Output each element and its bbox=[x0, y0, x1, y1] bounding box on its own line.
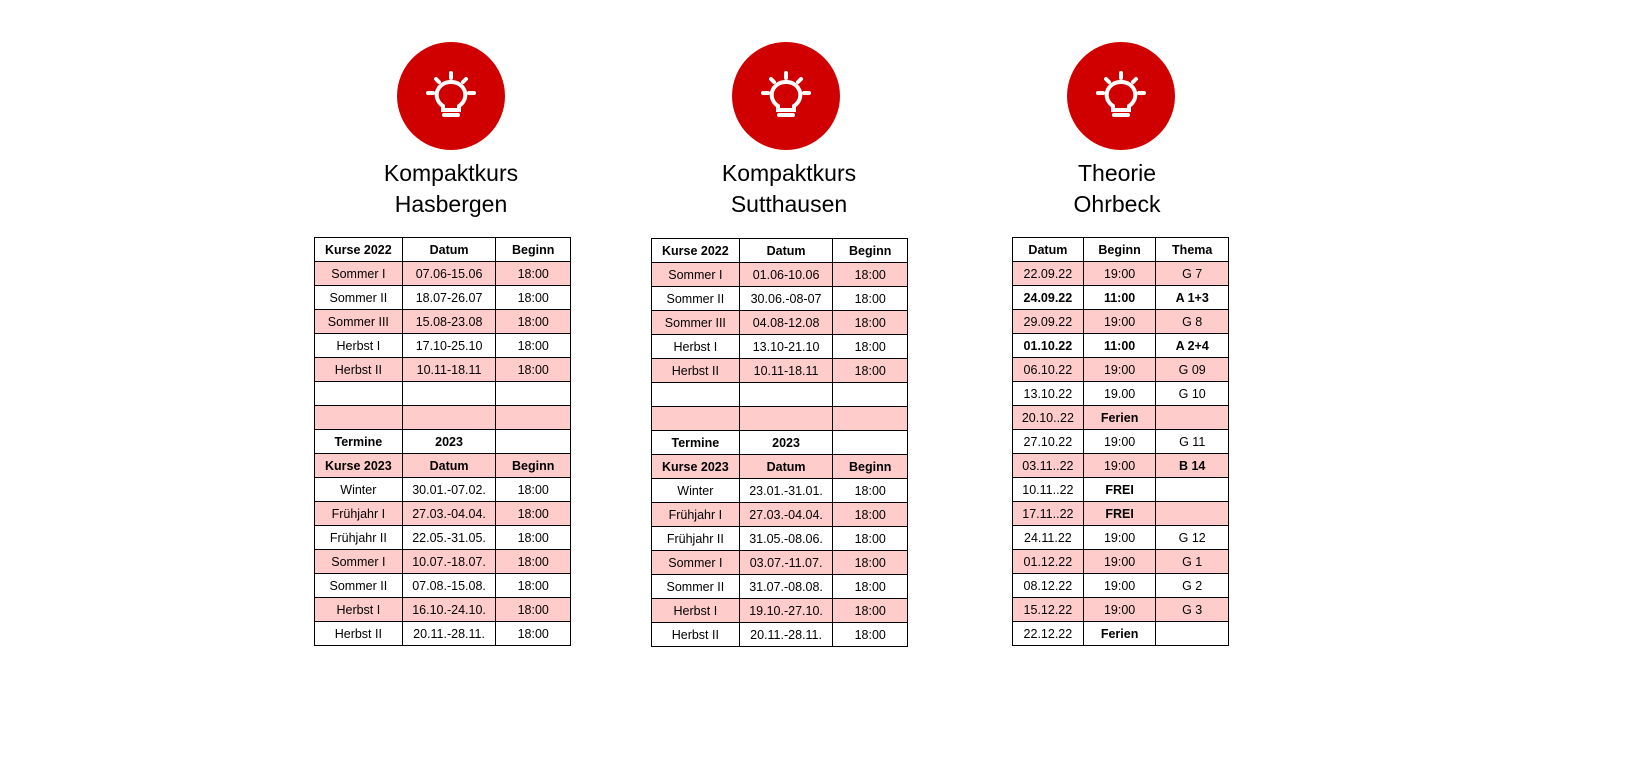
table-cell: 18:00 bbox=[496, 526, 571, 550]
table-cell: 07.08.-15.08. bbox=[402, 574, 496, 598]
table-cell: 18:00 bbox=[496, 502, 571, 526]
table-cell: Sommer II bbox=[315, 286, 403, 310]
table-row bbox=[315, 454, 571, 478]
table-header-row bbox=[652, 239, 908, 263]
table-cell: Datum bbox=[402, 454, 496, 478]
table-cell bbox=[833, 383, 908, 407]
table-cell: 18:00 bbox=[496, 310, 571, 334]
table-cell: 30.06.-08-07 bbox=[739, 287, 833, 311]
table-cell: 20.11.-28.11. bbox=[739, 623, 833, 647]
table-cell bbox=[652, 383, 740, 407]
table-cell: 24.11.22 bbox=[1013, 526, 1084, 550]
table-row bbox=[652, 623, 908, 647]
table-cell: 18:00 bbox=[496, 598, 571, 622]
table-cell: Beginn bbox=[496, 454, 571, 478]
table-row bbox=[652, 431, 908, 455]
table-cell: 18:00 bbox=[496, 358, 571, 382]
table-cell: G 12 bbox=[1156, 526, 1229, 550]
table-cell: 11:00 bbox=[1083, 334, 1156, 358]
table-header-row bbox=[1013, 238, 1229, 262]
table-cell: 27.03.-04.04. bbox=[739, 503, 833, 527]
table-cell: Winter bbox=[315, 478, 403, 502]
table-cell: 24.09.22 bbox=[1013, 286, 1084, 310]
table-row bbox=[652, 503, 908, 527]
table-cell bbox=[1156, 622, 1229, 646]
table-cell: 18:00 bbox=[833, 287, 908, 311]
table-cell: 01.06-10.06 bbox=[739, 263, 833, 287]
panel-title-line2: Sutthausen bbox=[730, 191, 848, 217]
table-cell bbox=[1156, 478, 1229, 502]
table-row bbox=[1013, 382, 1229, 406]
table-cell: Herbst II bbox=[652, 623, 740, 647]
table-row bbox=[1013, 430, 1229, 454]
lightbulb-icon-badge bbox=[1067, 42, 1175, 150]
table-cell: 23.01.-31.01. bbox=[739, 479, 833, 503]
table-cell: Termine bbox=[652, 431, 740, 455]
table-cell: Ferien bbox=[1083, 406, 1156, 430]
table-row bbox=[1013, 526, 1229, 550]
table-row bbox=[315, 382, 571, 406]
table-cell: Datum bbox=[402, 238, 496, 262]
table-cell: 18:00 bbox=[496, 478, 571, 502]
table-cell: 10.11-18.11 bbox=[739, 359, 833, 383]
table-cell: Frühjahr I bbox=[652, 503, 740, 527]
table-row bbox=[315, 478, 571, 502]
table-cell: 18:00 bbox=[833, 575, 908, 599]
table-cell: 19:00 bbox=[1083, 454, 1156, 478]
table-cell: 11:00 bbox=[1083, 286, 1156, 310]
table-row bbox=[315, 526, 571, 550]
table-cell: 03.07.-11.07. bbox=[739, 551, 833, 575]
table-row bbox=[652, 359, 908, 383]
schedule-table bbox=[651, 238, 908, 647]
table-cell: Herbst II bbox=[652, 359, 740, 383]
table-cell: 10.11-18.11 bbox=[402, 358, 496, 382]
table-cell: 18:00 bbox=[496, 334, 571, 358]
table-row bbox=[1013, 502, 1229, 526]
table-row bbox=[652, 575, 908, 599]
table-row bbox=[315, 262, 571, 286]
table-cell: Sommer III bbox=[652, 311, 740, 335]
table-cell: Herbst I bbox=[652, 335, 740, 359]
table-cell: 19:00 bbox=[1083, 358, 1156, 382]
table-cell: FREI bbox=[1083, 478, 1156, 502]
table-row bbox=[315, 334, 571, 358]
table-cell: 29.09.22 bbox=[1013, 310, 1084, 334]
table-cell: Termine bbox=[315, 430, 403, 454]
table-cell: Sommer I bbox=[315, 550, 403, 574]
table-row bbox=[1013, 310, 1229, 334]
table-row bbox=[315, 574, 571, 598]
table-row bbox=[652, 527, 908, 551]
table-cell: 18:00 bbox=[496, 622, 571, 646]
schedule-table bbox=[314, 237, 571, 646]
table-cell: 10.07.-18.07. bbox=[402, 550, 496, 574]
table-cell: G 8 bbox=[1156, 310, 1229, 334]
table-cell: Kurse 2022 bbox=[315, 238, 403, 262]
table-cell: A 1+3 bbox=[1156, 286, 1229, 310]
table-cell: 2023 bbox=[402, 430, 496, 454]
table-row bbox=[652, 311, 908, 335]
table-cell: 19.00 bbox=[1083, 382, 1156, 406]
table-cell: 03.11..22 bbox=[1013, 454, 1084, 478]
table-row bbox=[1013, 334, 1229, 358]
table-cell bbox=[315, 406, 403, 430]
table-row bbox=[315, 622, 571, 646]
panel-title bbox=[301, 158, 601, 220]
table-cell: 22.05.-31.05. bbox=[402, 526, 496, 550]
table-cell: 18:00 bbox=[833, 551, 908, 575]
panel-title bbox=[639, 158, 939, 220]
table-cell: 31.05.-08.06. bbox=[739, 527, 833, 551]
table-cell: B 14 bbox=[1156, 454, 1229, 478]
table-row bbox=[315, 550, 571, 574]
schedule-table bbox=[1012, 237, 1229, 646]
panel-title bbox=[967, 158, 1267, 220]
panel-title-line1: Kompaktkurs bbox=[721, 160, 857, 186]
table-row bbox=[1013, 454, 1229, 478]
table-row bbox=[652, 383, 908, 407]
table-row bbox=[1013, 622, 1229, 646]
table-cell: Datum bbox=[739, 239, 833, 263]
table-cell: 17.10-25.10 bbox=[402, 334, 496, 358]
table-row bbox=[652, 287, 908, 311]
table-cell: Sommer II bbox=[652, 575, 740, 599]
table-row bbox=[652, 455, 908, 479]
table-cell: FREI bbox=[1083, 502, 1156, 526]
table-cell: Herbst II bbox=[315, 622, 403, 646]
table-cell: 13.10-21.10 bbox=[739, 335, 833, 359]
table-cell: 18:00 bbox=[833, 527, 908, 551]
table-cell: 15.12.22 bbox=[1013, 598, 1084, 622]
table-cell: G 09 bbox=[1156, 358, 1229, 382]
table-cell: A 2+4 bbox=[1156, 334, 1229, 358]
table-row bbox=[1013, 358, 1229, 382]
table-cell: 22.09.22 bbox=[1013, 262, 1084, 286]
panel-title-line1: Theorie bbox=[1078, 160, 1156, 186]
table-cell bbox=[402, 406, 496, 430]
lightbulb-icon bbox=[397, 42, 505, 150]
table-row bbox=[652, 599, 908, 623]
table-row bbox=[315, 406, 571, 430]
table-cell: Herbst I bbox=[315, 598, 403, 622]
table-cell: 18:00 bbox=[833, 479, 908, 503]
table-cell: 19:00 bbox=[1083, 430, 1156, 454]
table-row bbox=[315, 358, 571, 382]
table-cell: Thema bbox=[1156, 238, 1229, 262]
table-cell: Herbst II bbox=[315, 358, 403, 382]
table-cell: 01.12.22 bbox=[1013, 550, 1084, 574]
table-cell: Beginn bbox=[496, 238, 571, 262]
table-cell: Frühjahr II bbox=[652, 527, 740, 551]
table-cell: 17.11..22 bbox=[1013, 502, 1084, 526]
table-cell: 18:00 bbox=[833, 623, 908, 647]
table-cell: 18:00 bbox=[833, 503, 908, 527]
table-cell: Sommer II bbox=[315, 574, 403, 598]
table-cell: Herbst I bbox=[652, 599, 740, 623]
table-cell: Beginn bbox=[833, 455, 908, 479]
table-cell bbox=[739, 407, 833, 431]
table-cell: Sommer I bbox=[315, 262, 403, 286]
table-row bbox=[652, 551, 908, 575]
panel-title-line2: Hasbergen bbox=[394, 191, 508, 217]
table-cell: 10.11..22 bbox=[1013, 478, 1084, 502]
table-cell: Frühjahr II bbox=[315, 526, 403, 550]
table-cell: 2023 bbox=[739, 431, 833, 455]
table-cell: 19:00 bbox=[1083, 310, 1156, 334]
table-cell: 18:00 bbox=[496, 574, 571, 598]
table-row bbox=[1013, 262, 1229, 286]
table-cell bbox=[402, 382, 496, 406]
lightbulb-icon-badge bbox=[732, 42, 840, 150]
table-row bbox=[1013, 574, 1229, 598]
table-row bbox=[1013, 598, 1229, 622]
table-row bbox=[652, 407, 908, 431]
table-cell: 06.10.22 bbox=[1013, 358, 1084, 382]
table-cell: 20.10..22 bbox=[1013, 406, 1084, 430]
table-cell: 18:00 bbox=[833, 311, 908, 335]
lightbulb-icon-badge bbox=[397, 42, 505, 150]
table-cell: G 10 bbox=[1156, 382, 1229, 406]
table-cell: Beginn bbox=[833, 239, 908, 263]
table-row bbox=[315, 502, 571, 526]
table-cell bbox=[496, 406, 571, 430]
table-cell: 22.12.22 bbox=[1013, 622, 1084, 646]
table-cell: 19:00 bbox=[1083, 526, 1156, 550]
table-cell bbox=[1156, 502, 1229, 526]
table-row bbox=[315, 286, 571, 310]
table-cell bbox=[315, 382, 403, 406]
table-cell: Datum bbox=[739, 455, 833, 479]
table-cell: G 7 bbox=[1156, 262, 1229, 286]
table-row bbox=[1013, 406, 1229, 430]
table-cell: 20.11.-28.11. bbox=[402, 622, 496, 646]
panel-title-line1: Kompaktkurs bbox=[383, 160, 519, 186]
table-cell: 19:00 bbox=[1083, 550, 1156, 574]
table-cell bbox=[496, 430, 571, 454]
table-cell: 27.03.-04.04. bbox=[402, 502, 496, 526]
table-cell bbox=[833, 407, 908, 431]
table-cell: 18:00 bbox=[833, 359, 908, 383]
table-cell: 19:00 bbox=[1083, 262, 1156, 286]
table-cell: Ferien bbox=[1083, 622, 1156, 646]
table-cell bbox=[833, 431, 908, 455]
table-cell: Herbst I bbox=[315, 334, 403, 358]
table-cell: Datum bbox=[1013, 238, 1084, 262]
table-cell: Frühjahr I bbox=[315, 502, 403, 526]
table-cell: 19.10.-27.10. bbox=[739, 599, 833, 623]
table-cell: 30.01.-07.02. bbox=[402, 478, 496, 502]
table-cell: G 2 bbox=[1156, 574, 1229, 598]
table-row bbox=[1013, 550, 1229, 574]
table-cell: Beginn bbox=[1083, 238, 1156, 262]
table-row bbox=[1013, 478, 1229, 502]
table-cell: 19:00 bbox=[1083, 574, 1156, 598]
table-cell: 18:00 bbox=[833, 599, 908, 623]
table-cell: Sommer III bbox=[315, 310, 403, 334]
table-cell: 27.10.22 bbox=[1013, 430, 1084, 454]
table-cell bbox=[496, 382, 571, 406]
table-cell: G 1 bbox=[1156, 550, 1229, 574]
table-cell: G 11 bbox=[1156, 430, 1229, 454]
table-cell: 31.07.-08.08. bbox=[739, 575, 833, 599]
table-cell: 18:00 bbox=[496, 550, 571, 574]
table-cell: Winter bbox=[652, 479, 740, 503]
table-cell: Kurse 2023 bbox=[652, 455, 740, 479]
table-cell bbox=[739, 383, 833, 407]
table-row bbox=[315, 598, 571, 622]
table-cell bbox=[652, 407, 740, 431]
table-cell: Sommer I bbox=[652, 263, 740, 287]
table-row bbox=[1013, 286, 1229, 310]
table-header-row bbox=[315, 238, 571, 262]
table-row bbox=[315, 430, 571, 454]
table-cell: 07.06-15.06 bbox=[402, 262, 496, 286]
lightbulb-icon bbox=[1067, 42, 1175, 150]
panel-title-line2: Ohrbeck bbox=[1073, 191, 1161, 217]
table-cell: Kurse 2023 bbox=[315, 454, 403, 478]
table-cell: 19:00 bbox=[1083, 598, 1156, 622]
table-cell bbox=[1156, 406, 1229, 430]
table-cell: Kurse 2022 bbox=[652, 239, 740, 263]
table-cell: 18:00 bbox=[833, 335, 908, 359]
table-cell: 18:00 bbox=[833, 263, 908, 287]
table-cell: 18.07-26.07 bbox=[402, 286, 496, 310]
table-row bbox=[652, 263, 908, 287]
lightbulb-icon bbox=[732, 42, 840, 150]
table-row bbox=[315, 310, 571, 334]
table-row bbox=[652, 479, 908, 503]
table-cell: 16.10.-24.10. bbox=[402, 598, 496, 622]
table-cell: Sommer I bbox=[652, 551, 740, 575]
table-cell: 04.08-12.08 bbox=[739, 311, 833, 335]
table-cell: G 3 bbox=[1156, 598, 1229, 622]
table-cell: Sommer II bbox=[652, 287, 740, 311]
table-cell: 18:00 bbox=[496, 262, 571, 286]
table-cell: 08.12.22 bbox=[1013, 574, 1084, 598]
table-row bbox=[652, 335, 908, 359]
table-cell: 15.08-23.08 bbox=[402, 310, 496, 334]
table-cell: 18:00 bbox=[496, 286, 571, 310]
table-cell: 01.10.22 bbox=[1013, 334, 1084, 358]
table-cell: 13.10.22 bbox=[1013, 382, 1084, 406]
